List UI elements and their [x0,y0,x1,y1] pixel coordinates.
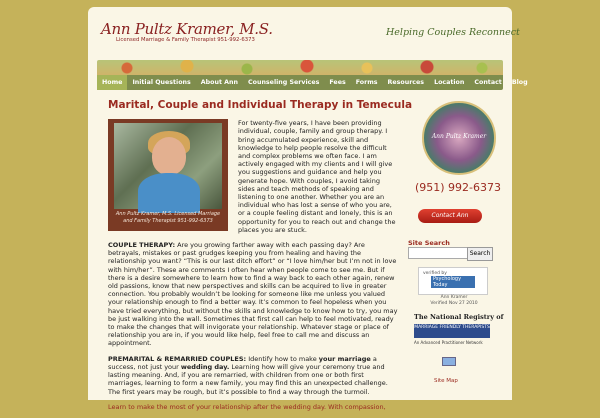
couple-therapy-paragraph [108,241,398,348]
site-logo-name[interactable]: Ann Pultz Kramer, M.S. [101,20,273,38]
registry-title: The National Registry of [414,313,504,321]
therapist-photo [108,119,228,231]
page-container [88,7,528,411]
psychology-today-badge[interactable] [418,267,488,306]
couple-therapy-text: Are you growing farther away with each passing day? Are betrayals, mistakes or past grudges keeping you from healing and having the relationship you want? “This is our last ditch effort” or “I love him/her but I’m not in love with him/her”. These are comments I often hear when people come to see me. But if there is a desire somewhere to learn how to find a way back to each other again, renew old passions, know that new perspectives and skills can be acquired to live in greater connection. You probably wouldn’t be looking for someone like me unless you valued your relationship enough to find a better way. It’s common to feel hopeless when you have tried everything, but without the skills and knowledge to know how to try, you may be just walking into the wall. Sometimes that first call can help to feel motivated, ready to make the changes that will invigorate your relationship. Whatever stage or place of relationship you are in, if you would like help, feel free to call me and discuss an appointment. [108,241,398,348]
premarital-bold-2: wedding day. [180,362,230,371]
social-like-icon[interactable] [442,357,456,366]
page-title: Marital, Couple and Individual Therapy in Temecula [108,99,413,111]
badge-person-name: Ann Kramer [440,295,468,300]
badge-verified-label: verified by [423,271,447,276]
practice-logo-text: Ann Pultz Kramer [431,133,487,140]
nav-item-resources[interactable]: Resources [387,79,425,86]
site-map-link[interactable]: Site Map [434,378,458,384]
nav-item-location[interactable]: Location [434,79,465,86]
site-search-title: Site Search [408,239,450,247]
closing-paragraph: Learn to make the most of your relationship after the wedding day. With compassion, [108,402,386,411]
premarital-text-1: Identify how to make [248,354,317,363]
premarital-bold-1: your marriage [318,354,371,363]
site-tagline: Helping Couples Reconnect [386,27,520,38]
search-button[interactable]: Search [467,247,493,261]
header-banner [97,60,528,90]
intro-paragraph: For twenty-five years, I have been providing individual, couple, family and group therapy. I bring accumulated experience, skill and knowledge to help people resolve the difficult and complex problems we often face. I am actively engaged with my clients and I will give you suggestions and guidance and help you generate hope. With couples, I avoid taking sides and teach methods of speaking and listening to one another. Whether you are an individual who has lost a sense of who you are, or a couple feeling distant and lonely, this is an opportunity for you to reach out and change the places you are stuck. [238,119,396,234]
badge-brand: Psychology Today [431,276,475,288]
photo-image [114,123,222,209]
search-input[interactable] [408,247,468,259]
photo-shirt [138,173,200,213]
registry-note: An Advanced Practitioner Network [414,340,483,345]
main-content [108,99,413,418]
photo-face [152,137,186,175]
badge-date: Verified Nov 27 2010 [430,300,478,306]
site-logo-subtitle: Licensed Marriage & Family Therapist 951-992-6373 [116,37,255,43]
phone-number: (951) 992-6373 [414,181,502,194]
contact-ann-button[interactable]: Contact Ann [418,209,482,223]
nav-item-counseling-services[interactable]: Counseling Services [248,79,320,86]
nav-item-blog[interactable]: Blog [511,79,528,86]
couple-therapy-heading: COUPLE THERAPY: [108,241,176,250]
premarital-heading: PREMARITAL & REMARRIED COUPLES: [108,354,247,363]
registry-banner[interactable]: MARRIAGE FRIENDLY THERAPISTS [414,324,490,338]
nav-item-about-ann[interactable]: About Ann [200,79,239,86]
nav-item-home[interactable]: Home [97,75,127,90]
nav-item-initial-questions[interactable]: Initial Questions [132,79,191,86]
nav-item-fees[interactable]: Fees [329,79,346,86]
site-header [88,7,520,59]
premarital-paragraph [108,355,398,396]
premarital-text-2: a success, not just your [108,354,377,371]
nav-item-forms[interactable]: Forms [355,79,378,86]
photo-caption: Ann Pultz Kramer, M.S. Licensed Marriage and Family Therapist 951-992-6373 [115,211,221,224]
badge-person [429,295,479,306]
nav-item-contact[interactable]: Contact [474,79,502,86]
main-nav [97,75,528,90]
practice-logo [422,101,496,175]
premarital-text-3: Learning how will give your ceremony true and lasting meaning. And, if you are remarried, with children from one or both first marriages, learning to form a new family, you may find this an unexpected challenge. The first years may be rough, but it’s possible to find a way through the turmoil. [108,362,388,396]
